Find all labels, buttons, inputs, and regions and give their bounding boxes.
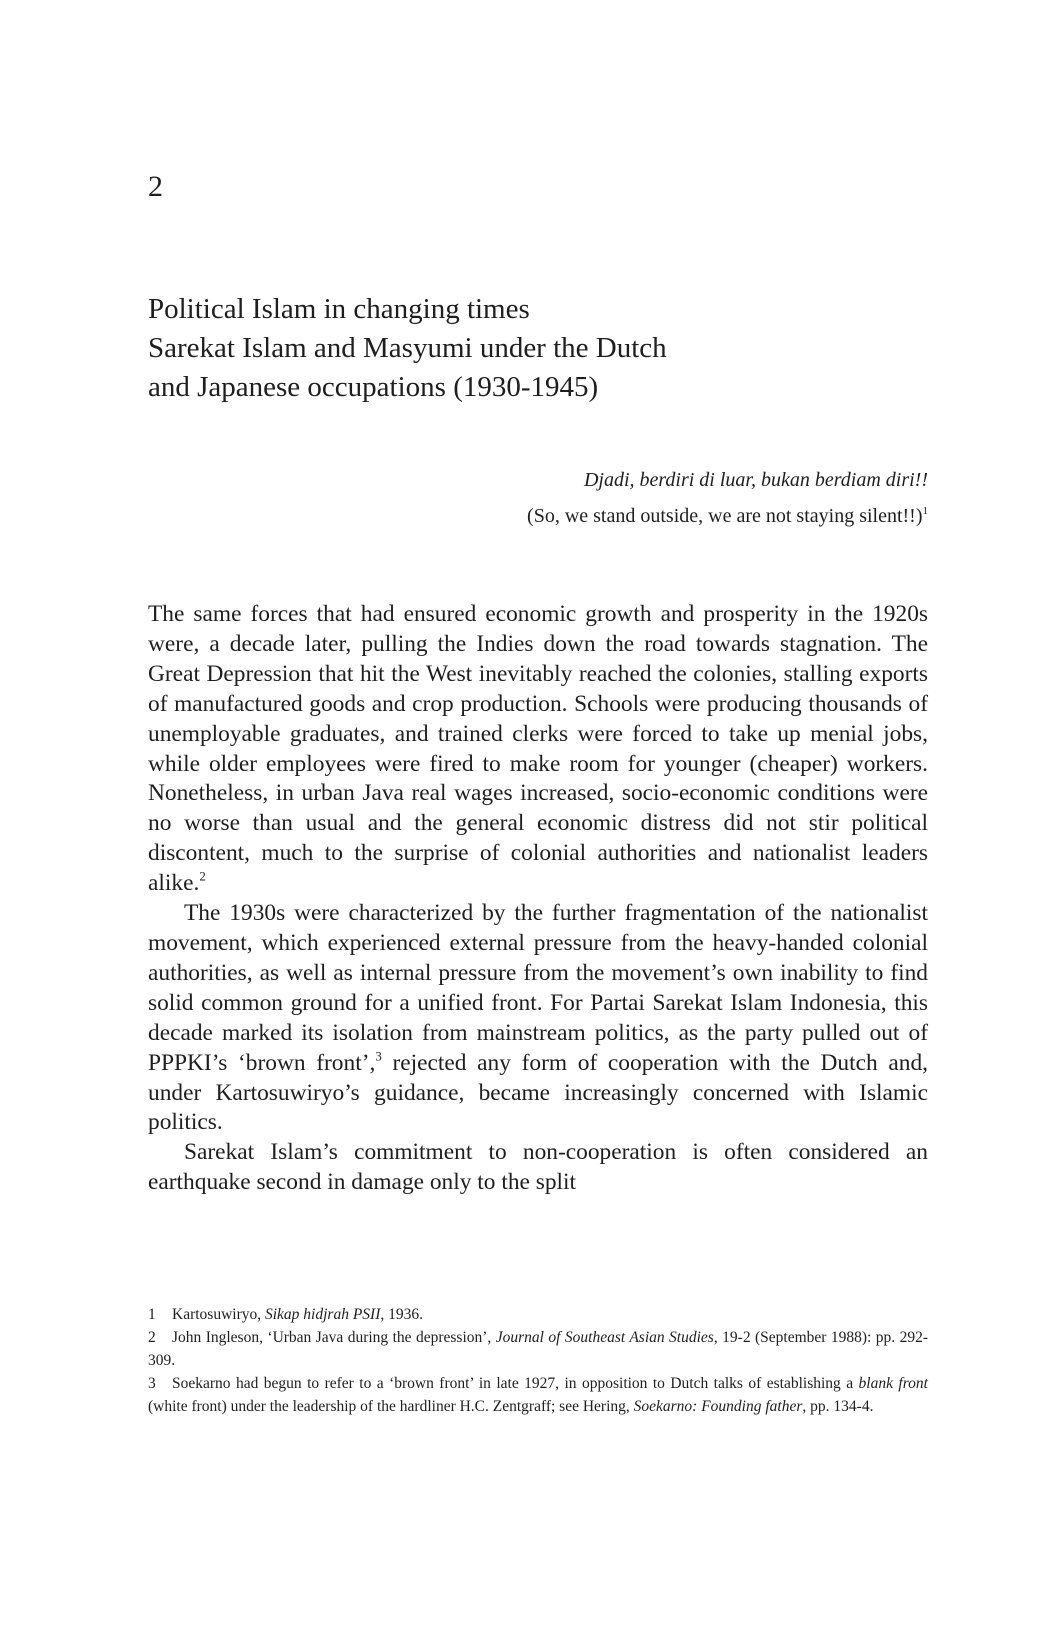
footnote-number: 2 — [148, 1329, 156, 1346]
paragraph-text: Sarekat Islam’s commitment to non-cooperation is often considered an earthquake second in damage only to the split — [148, 1139, 928, 1196]
paragraph-text: The 1930s were characterized by the further fragmentation of the nationalist movement, which experienced external pressure from the heavy-handed colonial authorities, as well as internal pressure from the movement’s own inability to find solid common ground for a unified front. For Partai Sarekat Islam Indonesia, this decade marked its isolation from mainstream politics, as the party pulled out of PPPKI’s ‘brown front’, — [148, 900, 928, 1076]
footnote-text: (white front) under the leadership of the hardliner H.C. Zentgraff; see Hering, — [148, 1398, 634, 1415]
chapter-subtitle-line: and Japanese occupations (1930-1945) — [148, 371, 599, 403]
paragraph-text: The same forces that had ensured economic growth and prosperity in the 1920s were, a decade later, pulling the Indies down the road towards stagnation. The Great Depression that hit the West inevitably reached the colonies, stalling exports of manufactured goods and crop production. Schools were producing thousands of unemployable graduates, and trained clerks were forced to take up menial jobs, while older employees were fired to make room for younger (cheaper) workers. Nonetheless, in urban Java real wages increased, socio-economic conditions were no worse than usual and the general economic distress did not stir political discontent, much to the surprise of colonial authorities and nationalist leaders alike. — [148, 601, 928, 897]
footnote-number: 1 — [148, 1306, 156, 1323]
footnote — [148, 1303, 928, 1326]
epigraph-original: Djadi, berdiri di luar, bukan berdiam diri!! — [583, 469, 928, 491]
epigraph-translation: (So, we stand outside, we are not staying silent!!) — [527, 505, 923, 527]
paragraph — [148, 600, 928, 899]
footnotes — [148, 1303, 928, 1418]
footnote-citation: Journal of Southeast Asian Studies — [495, 1329, 714, 1346]
footnote-ref[interactable]: 2 — [199, 869, 206, 884]
epigraph-translation-line — [208, 498, 928, 534]
epigraph — [208, 462, 928, 534]
footnote-text: , 1936. — [380, 1306, 423, 1323]
chapter-number: 2 — [148, 170, 163, 203]
footnote-citation: Sikap hidjrah PSII — [265, 1306, 381, 1323]
paragraph — [148, 1138, 928, 1198]
footnote — [148, 1326, 928, 1372]
footnote-citation: blank front — [858, 1375, 928, 1392]
paragraph-text: rejected any form of cooperation with the Dutch and, under Kartosuwiryo’s guidance, became increasingly concerned with Islamic politics. — [148, 1049, 929, 1136]
footnote-number: 3 — [148, 1375, 156, 1392]
footnote-text: , 19-2 (September 1988): pp. 292-309. — [148, 1329, 928, 1369]
body-text — [148, 600, 928, 1198]
chapter-subtitle-line: Sarekat Islam and Masyumi under the Dutch — [148, 332, 667, 364]
footnote-text: , pp. 134-4. — [802, 1398, 874, 1415]
footnote-text: Kartosuwiryo, — [172, 1306, 265, 1323]
footnote — [148, 1372, 928, 1418]
chapter-title-line: Political Islam in changing times — [148, 293, 530, 325]
paragraph — [148, 899, 928, 1138]
footnote-ref[interactable]: 1 — [922, 504, 928, 517]
chapter-title — [148, 290, 928, 407]
footnote-text: Soekarno had begun to refer to a ‘brown front’ in late 1927, in opposition to Dutch talks of establishing a — [172, 1375, 859, 1392]
footnote-ref[interactable]: 3 — [375, 1048, 382, 1063]
footnote-text: John Ingleson, ‘Urban Java during the depression’, — [172, 1329, 496, 1346]
footnote-citation: Soekarno: Founding father — [633, 1398, 803, 1415]
